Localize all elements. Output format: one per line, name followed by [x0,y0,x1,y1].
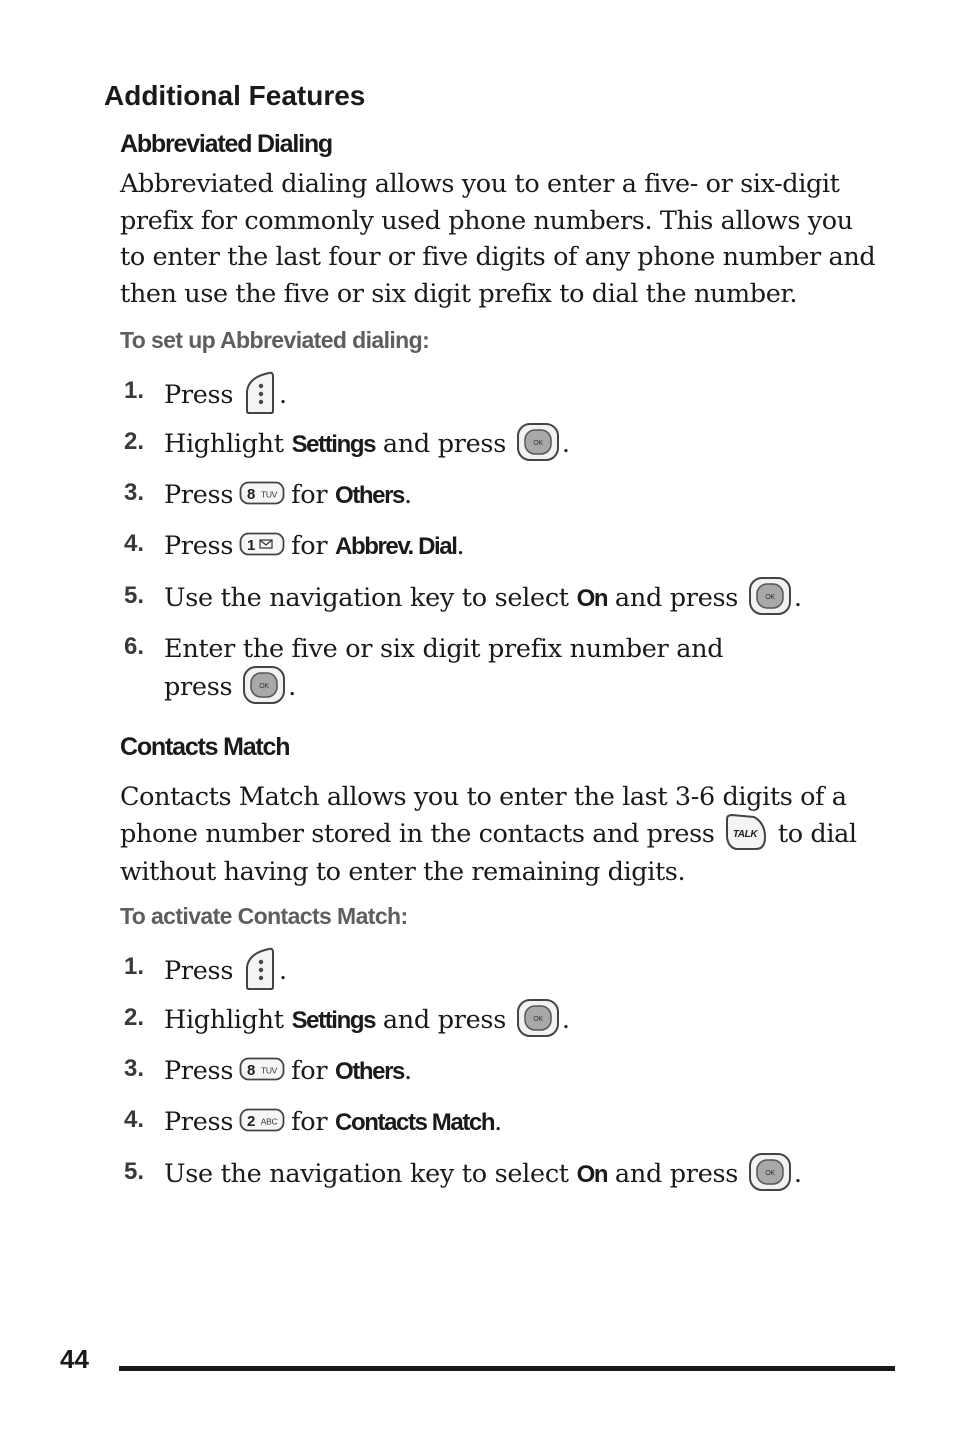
step-text: Press [164,1107,234,1137]
abbrev-step-5 [0,579,954,629]
step-number: 4. [124,530,145,557]
ok-key-icon [748,576,792,616]
abbrev-step-4 [0,527,954,577]
step-text: Press [164,480,234,510]
key-8-tuv-icon [239,481,285,505]
ok-key-icon [516,998,560,1038]
contacts-step-2 [0,1001,954,1051]
step-punct: . [278,380,287,410]
key-8-tuv-icon [239,1057,285,1081]
step-keyword: On [576,585,608,612]
svg-text:TALK: TALK [733,828,758,840]
svg-text:8: 8 [247,486,256,503]
step-text: Use the navigation key to select [164,583,569,613]
step-text: for [291,1056,328,1086]
ok-key-icon [242,665,286,705]
step-number: 1. [124,953,145,980]
step-keyword: On [576,1161,608,1188]
step-number: 3. [124,1055,145,1082]
step-keyword: Contacts Match [335,1109,495,1136]
abbrev-procedure-heading: To set up Abbreviated dialing: [120,327,430,353]
step-text: Highlight [164,1005,284,1035]
ok-key-icon [516,422,560,462]
step-punct: . [793,583,802,613]
svg-text:OK: OK [533,1016,543,1023]
contacts-step-4 [0,1103,954,1153]
step-punct: . [288,672,296,702]
contacts-match-title: Contacts Match [120,733,290,761]
abbrev-dialing-intro: Abbreviated dialing allows you to enter a five- or six-digit prefix for commonly used phone numbers. This allows you to enter the last four or five digits of any phone number and then use the five or six digit prefix to dial the number. [120,169,876,309]
step-keyword: Others [335,1058,404,1085]
intro-text: to dial without having to enter the remaining digits. [120,818,857,887]
step-text: Use the navigation key to select [164,1159,569,1189]
step-keyword: Settings [291,431,376,458]
step-text: press [164,672,233,702]
step-punct: . [404,1056,412,1086]
step-number: 1. [124,377,145,404]
step-punct: . [456,531,465,561]
step-number: 5. [124,1158,145,1185]
contacts-step-5 [0,1155,954,1205]
svg-text:OK: OK [533,440,543,447]
step-number: 6. [124,633,145,660]
contacts-step-3 [0,1052,954,1102]
page-number: 44 [60,1344,89,1374]
svg-text:ABC: ABC [260,1116,278,1127]
step-punct: . [404,480,412,510]
menu-key-icon [243,371,277,415]
step-text: and press [614,583,739,613]
svg-text:8: 8 [247,1062,256,1079]
abbrev-dialing-title: Abbreviated Dialing [120,130,332,158]
svg-text:OK: OK [259,683,269,690]
step-text: and press [382,429,506,459]
key-1-voicemail-icon [239,532,285,556]
step-punct: . [793,1159,802,1189]
step-keyword: Others [335,482,404,509]
step-number: 2. [124,428,145,455]
svg-text:TUV: TUV [261,1065,278,1076]
menu-key-icon [243,947,277,991]
step-punct: . [561,1005,570,1035]
step-punct: . [561,429,570,459]
step-text: for [291,1107,328,1137]
step-text: for [291,531,328,561]
abbrev-step-1 [0,374,954,424]
step-text: Press [164,956,234,986]
step-text: and press [382,1005,506,1035]
svg-text:OK: OK [765,1170,775,1177]
step-text: and press [614,1159,739,1189]
key-2-abc-icon [239,1108,285,1132]
step-text: Press [164,1056,234,1086]
contacts-procedure-heading: To activate Contacts Match: [120,903,408,929]
abbrev-step-6 [0,630,954,716]
talk-key-icon [724,813,768,851]
svg-text:OK: OK [765,594,775,601]
contacts-step-1 [0,950,954,1000]
svg-text:1: 1 [247,537,256,554]
ok-key-icon [748,1152,792,1192]
svg-text:TUV: TUV [261,489,278,500]
step-text: Press [164,380,234,410]
step-text: Enter the five or six digit prefix number and [164,634,724,664]
footer-rule [119,1366,895,1371]
step-keyword: Settings [291,1007,376,1034]
contacts-match-intro [120,779,880,890]
abbrev-step-2 [0,425,954,475]
step-number: 5. [124,582,145,609]
step-number: 4. [124,1106,145,1133]
step-text: Highlight [164,429,284,459]
step-keyword: Abbrev. Dial [335,533,457,560]
step-punct: . [278,956,287,986]
section-heading: Additional Features [104,80,366,111]
step-text: for [291,480,328,510]
step-number: 2. [124,1004,145,1031]
step-number: 3. [124,479,145,506]
svg-text:2: 2 [247,1113,256,1130]
abbrev-step-3 [0,476,954,526]
intro-text: Contacts Match allows you to enter the last 3-6 digits of a phone number stored in the contacts and press [120,782,847,849]
step-text: Press [164,531,234,561]
step-punct: . [494,1107,502,1137]
